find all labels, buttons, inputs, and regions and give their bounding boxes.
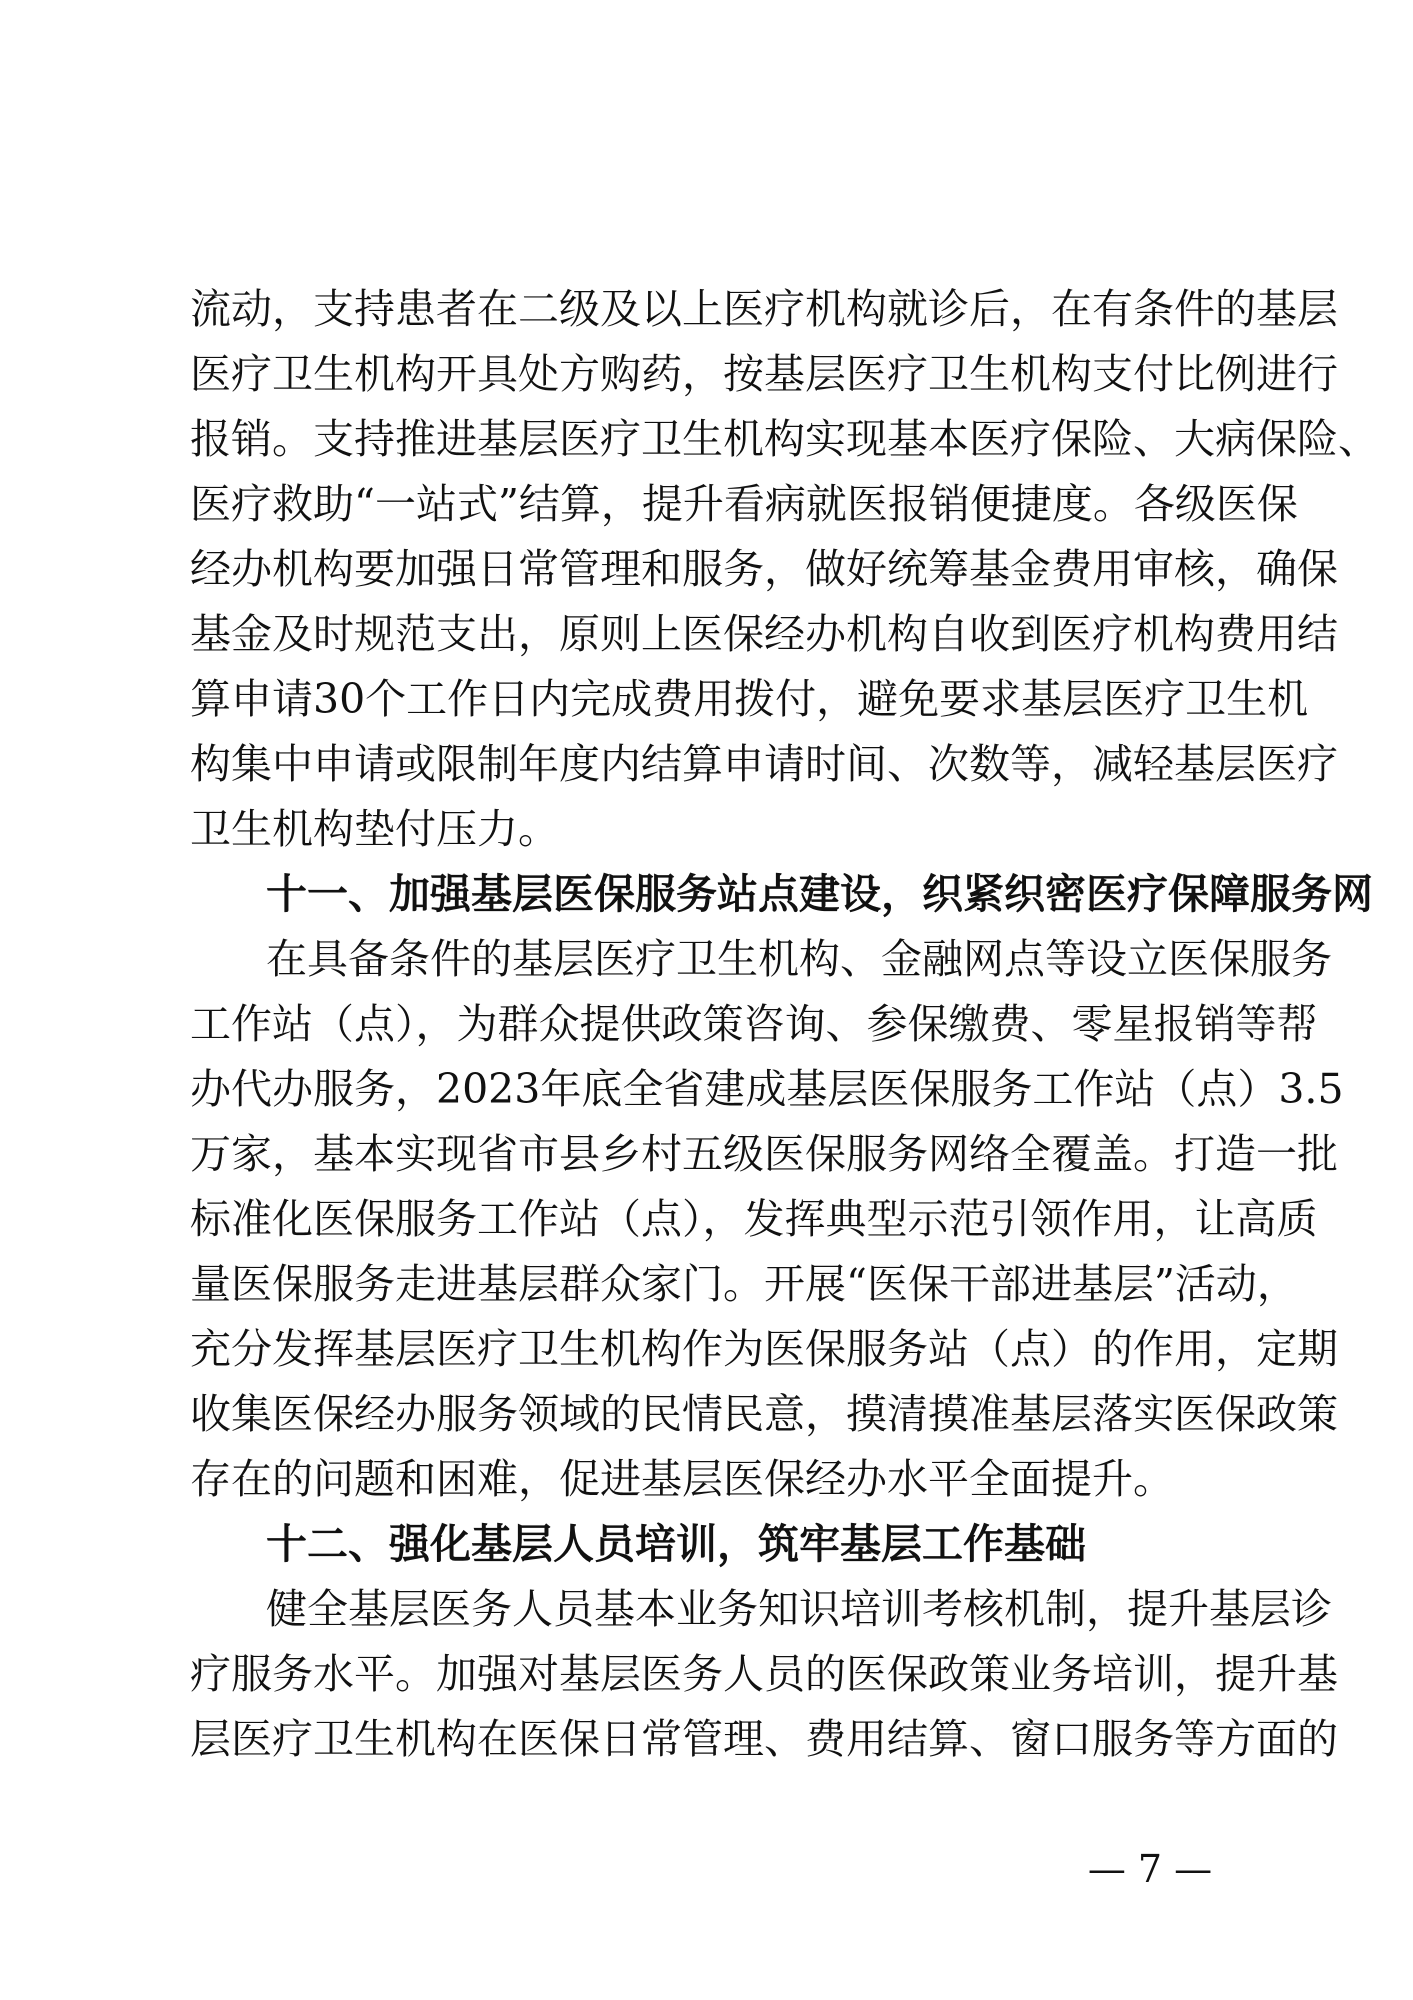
body-line-13: 办代办服务，2023年底全省建成基层医保服务工作站（点）3.5 — [190, 1065, 1344, 1113]
body-line-6: 基金及时规范支出，原则上医保经办机构自收到医疗机构费用结 — [190, 610, 1338, 658]
section-heading-11: 十一、加强基层医保服务站点建设，织紧织密医疗保障服务网 — [266, 870, 1373, 918]
body-line-22: 疗服务水平。加强对基层医务人员的医保政策业务培训，提升基 — [190, 1650, 1338, 1698]
body-line-7: 算申请30个工作日内完成费用拨付，避免要求基层医疗卫生机 — [190, 675, 1309, 723]
body-line-9: 卫生机构垫付压力。 — [190, 805, 559, 853]
body-line-23: 层医疗卫生机构在医保日常管理、费用结算、窗口服务等方面的 — [190, 1715, 1338, 1763]
body-line-4: 医疗救助“一站式”结算，提升看病就医报销便捷度。各级医保 — [190, 480, 1298, 528]
body-line-21: 健全基层医务人员基本业务知识培训考核机制，提升基层诊 — [266, 1585, 1332, 1633]
body-line-8: 构集中申请或限制年度内结算申请时间、次数等，减轻基层医疗 — [190, 740, 1338, 788]
body-line-18: 收集医保经办服务领域的民情民意，摸清摸准基层落实医保政策 — [190, 1390, 1338, 1438]
page-number: — 7 — — [1087, 1847, 1213, 1891]
body-line-1: 流动，支持患者在二级及以上医疗机构就诊后，在有条件的基层 — [190, 285, 1338, 333]
body-line-17: 充分发挥基层医疗卫生机构作为医保服务站（点）的作用，定期 — [190, 1325, 1338, 1373]
body-line-5: 经办机构要加强日常管理和服务，做好统筹基金费用审核，确保 — [190, 545, 1338, 593]
body-line-19: 存在的问题和困难，促进基层医保经办水平全面提升。 — [190, 1455, 1174, 1503]
body-line-11: 在具备条件的基层医疗卫生机构、金融网点等设立医保服务 — [266, 935, 1332, 983]
body-line-14: 万家，基本实现省市县乡村五级医保服务网络全覆盖。打造一批 — [190, 1130, 1338, 1178]
body-line-16: 量医保服务走进基层群众家门。开展“医保干部进基层”活动， — [190, 1260, 1298, 1308]
body-line-3: 报销。支持推进基层医疗卫生机构实现基本医疗保险、大病保险、 — [190, 415, 1379, 463]
body-line-12: 工作站（点），为群众提供政策咨询、参保缴费、零星报销等帮 — [190, 1000, 1318, 1048]
section-heading-12: 十二、强化基层人员培训，筑牢基层工作基础 — [266, 1520, 1086, 1568]
body-line-2: 医疗卫生机构开具处方购药，按基层医疗卫生机构支付比例进行 — [190, 350, 1338, 398]
body-line-15: 标准化医保服务工作站（点），发挥典型示范引领作用，让高质 — [190, 1195, 1318, 1243]
